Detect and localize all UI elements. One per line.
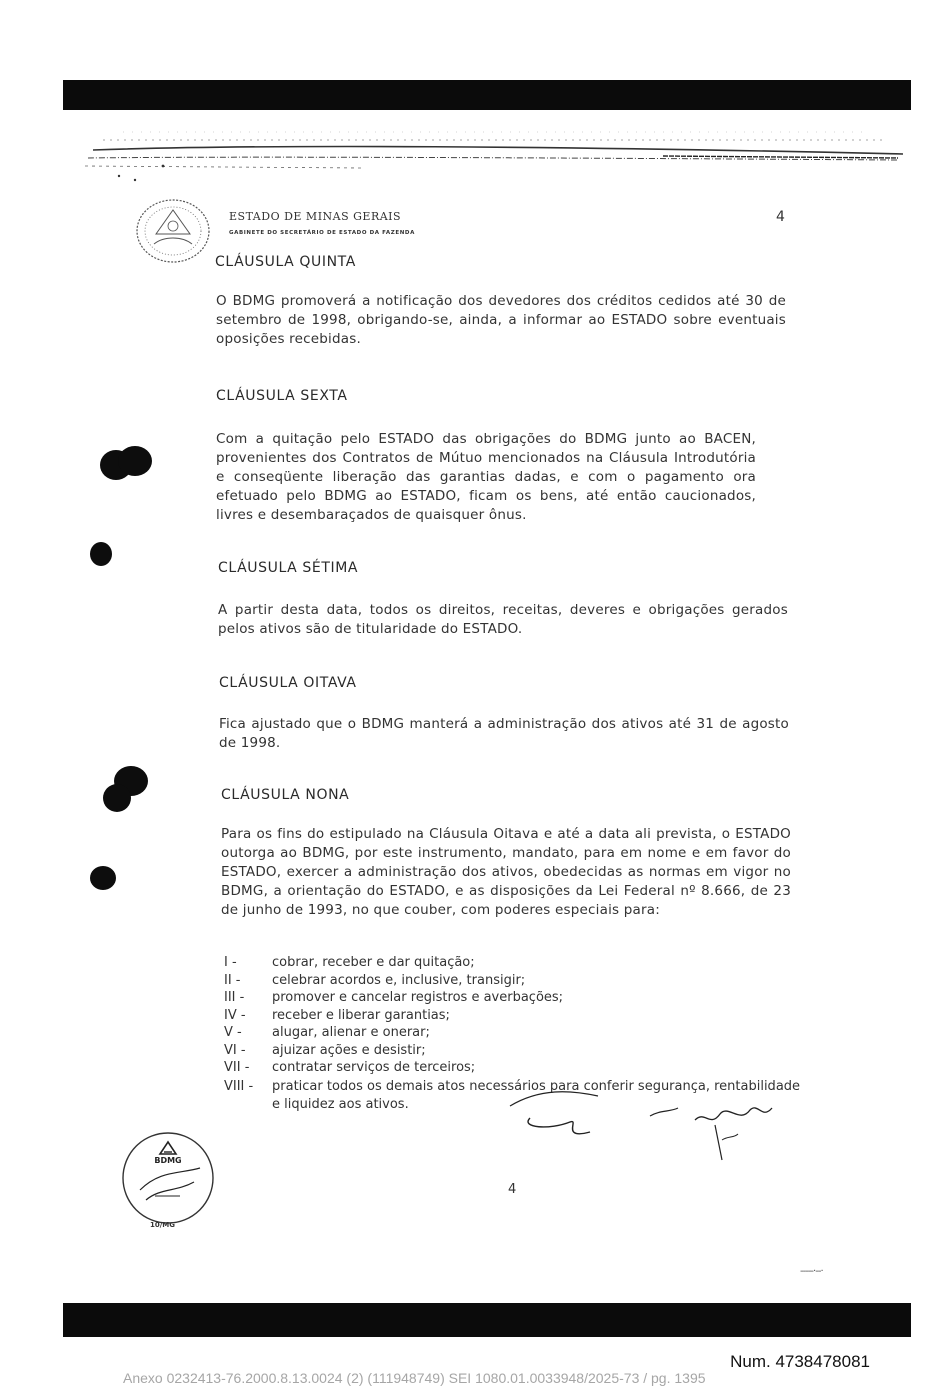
list-item-number: III - <box>224 990 245 1005</box>
header-office-name: GABINETE DO SECRETÁRIO DE ESTADO DA FAZENDA <box>229 230 415 236</box>
list-item-number: VII - <box>224 1060 250 1075</box>
clause-title: CLÁUSULA QUINTA <box>215 254 356 270</box>
clause-text: A partir desta data, todos os direitos, receitas, deveres e obrigações gerados pelos ativos são de titularidade do ESTADO. <box>218 602 788 637</box>
clause-text: Com a quitação pelo ESTADO das obrigações do BDMG junto ao BACEN, provenientes dos Contratos de Mútuo mencionados na Cláusula Introdutória e conseqüente liberação das garantias dadas, e com o pagamento ora efetuado pelo BDMG ao ESTADO, ficam os bens, até então caucionados, livres e desembaraçados de quaisquer ônus. <box>216 431 756 523</box>
clause-title: CLÁUSULA SÉTIMA <box>218 560 359 576</box>
clause-text: Fica ajustado que o BDMG manterá a administração dos ativos até 31 de agosto de 1998. <box>219 716 789 751</box>
list-item <box>224 1025 804 1043</box>
list-item <box>224 990 804 1008</box>
clause-title: CLÁUSULA SEXTA <box>216 388 348 404</box>
list-item <box>224 1008 804 1026</box>
list-item-number: II - <box>224 972 241 988</box>
list-item-number: I - <box>224 955 237 970</box>
clause-text: O BDMG promoverá a notificação dos devedores dos créditos cedidos até 30 de setembro de 1998, obrigando-se, ainda, a informar ao ESTADO sobre eventuais oposições recebidas. <box>216 293 786 347</box>
bdmg-rubber-stamp <box>120 1130 216 1226</box>
list-item-text: cobrar, receber e dar quitação; <box>272 955 475 970</box>
list-item-text: receber e liberar garantias; <box>272 1007 450 1023</box>
list-item-number: VIII - <box>224 1078 254 1094</box>
list-item-text: celebrar acordos e, inclusive, transigir; <box>272 972 526 988</box>
hole-punch-mark <box>118 446 152 476</box>
hole-punch-mark <box>103 784 131 812</box>
header-state-name: ESTADO DE MINAS GERAIS <box>229 210 402 223</box>
scan-noise-lines <box>63 110 911 190</box>
list-item-number: IV - <box>224 1007 246 1023</box>
hole-punch-mark <box>90 866 116 890</box>
clause-text: Para os fins do estipulado na Cláusula Oitava e até a data ali prevista, o ESTADO outorga ao BDMG, por este instrumento, mandato, para em nome e em favor do ESTADO, exercer a administração dos ativos, obedecidas as normas em vigor no BDMG, a orientação do ESTADO, e as disposições da Lei Federal nº 8.666, de 23 de junho de 1993, no que couber, com poderes especiais para: <box>221 826 791 918</box>
list-item <box>224 1043 804 1061</box>
list-item-text: contratar serviços de terceiros; <box>272 1060 476 1075</box>
annex-reference: Anexo 0232413-76.2000.8.13.0024 (2) (111948749) SEI 1080.01.0033948/2025-73 / pg. 1395 <box>123 1370 706 1386</box>
list-item-text: ajuizar ações e desistir; <box>272 1042 426 1058</box>
scan-dash-mark: -----·--· <box>800 1266 823 1277</box>
hole-punch-mark <box>90 542 112 566</box>
stamp-code: 10/MG <box>150 1221 176 1229</box>
page-number-top: 4 <box>776 209 785 225</box>
document-number: Num. 4738478081 <box>730 1352 870 1371</box>
list-item-number: V - <box>224 1025 242 1040</box>
handwritten-signatures <box>500 1080 800 1170</box>
list-item-text: praticar todos os demais atos necessários para conferir segurança, rentabilidade e liquidez aos ativos. <box>272 1078 801 1112</box>
list-item <box>224 973 804 991</box>
scan-top-bar <box>63 80 911 110</box>
stamp-brand: BDMG <box>154 1156 182 1165</box>
list-item <box>224 955 804 973</box>
list-item-number: VI - <box>224 1042 246 1058</box>
clause-title: CLÁUSULA OITAVA <box>219 675 357 691</box>
list-item-text: alugar, alienar e onerar; <box>272 1025 430 1040</box>
state-coat-of-arms-seal <box>134 196 212 266</box>
list-item <box>224 1060 804 1078</box>
clause-title: CLÁUSULA NONA <box>221 787 350 803</box>
scan-bottom-bar <box>63 1303 911 1337</box>
list-item-text: promover e cancelar registros e averbações; <box>272 990 564 1005</box>
page-number-bottom: 4 <box>508 1182 517 1197</box>
